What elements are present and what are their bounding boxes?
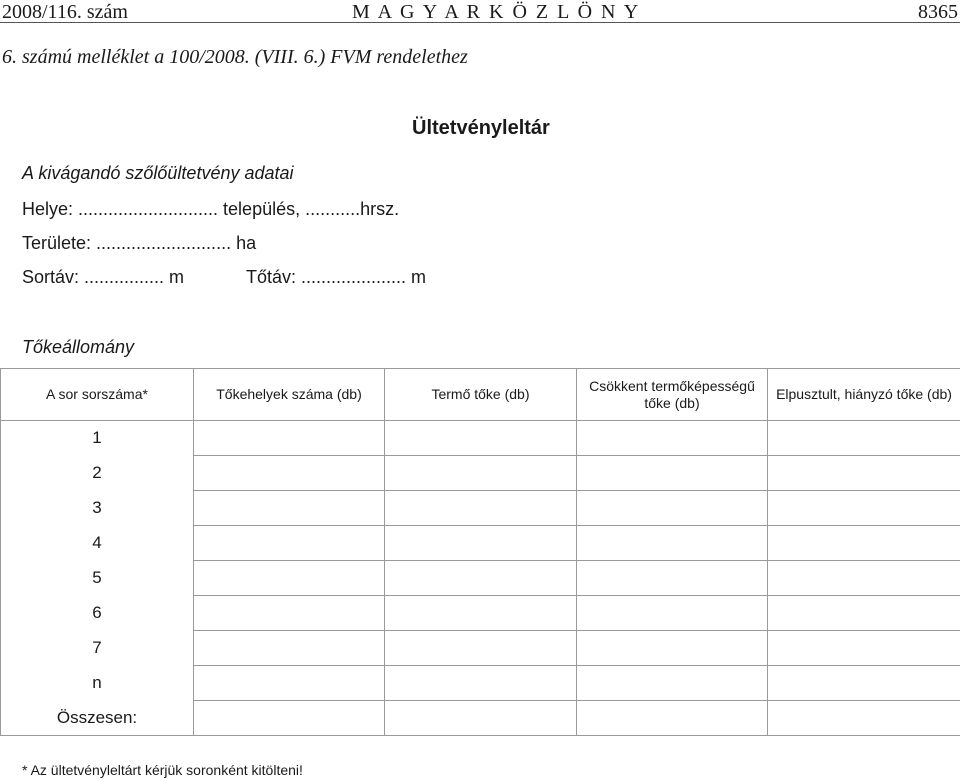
column-header-reduced-productivity: Csökkent termőképességű tőke (db) [577, 369, 768, 421]
empty-entry-cell[interactable] [577, 456, 768, 491]
table-header-row [1, 369, 960, 421]
footnote: * Az ültetvényleltárt kérjük soronként kitölteni! [22, 762, 303, 778]
empty-entry-cell[interactable] [194, 561, 385, 596]
page-number: 8365 [918, 1, 958, 23]
table-row [1, 526, 960, 561]
column-header-vine-positions: Tőkehelyek száma (db) [194, 369, 385, 421]
empty-entry-cell[interactable] [385, 666, 577, 701]
row-number-cell: n [1, 666, 194, 701]
table-row [1, 491, 960, 526]
empty-entry-cell[interactable] [768, 561, 960, 596]
empty-entry-cell[interactable] [385, 421, 577, 456]
row-spacing-field: Sortáv: ................ m [22, 267, 185, 287]
empty-entry-cell[interactable] [194, 456, 385, 491]
table-row [1, 456, 960, 491]
vine-spacing-field: Tőtáv: ..................... m [246, 267, 427, 287]
empty-entry-cell[interactable] [194, 596, 385, 631]
subsection-title: A kivágandó szőlőültetvény adatai [22, 163, 294, 183]
inventory-table [0, 368, 960, 736]
row-number-cell: 5 [1, 561, 194, 596]
empty-entry-cell[interactable] [768, 666, 960, 701]
empty-entry-cell[interactable] [385, 561, 577, 596]
empty-entry-cell[interactable] [385, 631, 577, 666]
empty-entry-cell[interactable] [194, 421, 385, 456]
row-number-cell: 2 [1, 456, 194, 491]
table-row [1, 596, 960, 631]
empty-entry-cell[interactable] [768, 421, 960, 456]
table-row [1, 561, 960, 596]
table-body [1, 421, 960, 736]
column-header-productive-vines: Termő tőke (db) [385, 369, 577, 421]
empty-entry-cell[interactable] [577, 421, 768, 456]
empty-entry-cell[interactable] [577, 666, 768, 701]
row-number-cell: 1 [1, 421, 194, 456]
empty-entry-cell[interactable] [385, 701, 577, 736]
empty-entry-cell[interactable] [385, 526, 577, 561]
row-number-cell: 3 [1, 491, 194, 526]
location-field: Helye: ............................ település, ...........hrsz. [22, 199, 400, 219]
table-row [1, 666, 960, 701]
empty-entry-cell[interactable] [768, 491, 960, 526]
column-header-row-number: A sor sorszáma* [1, 369, 194, 421]
row-number-cell: 4 [1, 526, 194, 561]
empty-entry-cell[interactable] [194, 526, 385, 561]
empty-entry-cell[interactable] [577, 491, 768, 526]
empty-entry-cell[interactable] [577, 701, 768, 736]
row-number-cell: 7 [1, 631, 194, 666]
empty-entry-cell[interactable] [768, 631, 960, 666]
empty-entry-cell[interactable] [768, 701, 960, 736]
area-field: Területe: ........................... ha [22, 233, 257, 253]
empty-entry-cell[interactable] [385, 456, 577, 491]
annex-title: 6. számú melléklet a 100/2008. (VIII. 6.) FVM rendelethez [2, 46, 468, 68]
table-row [1, 421, 960, 456]
table-row [1, 701, 960, 736]
column-header-dead-missing: Elpusztult, hiányzó tőke (db) [768, 369, 960, 421]
empty-entry-cell[interactable] [577, 631, 768, 666]
empty-entry-cell[interactable] [768, 456, 960, 491]
empty-entry-cell[interactable] [577, 596, 768, 631]
empty-entry-cell[interactable] [194, 631, 385, 666]
row-number-cell: 6 [1, 596, 194, 631]
empty-entry-cell[interactable] [768, 526, 960, 561]
empty-entry-cell[interactable] [577, 561, 768, 596]
empty-entry-cell[interactable] [768, 596, 960, 631]
journal-title: M A G Y A R K Ö Z L Ö N Y [352, 1, 641, 23]
empty-entry-cell[interactable] [194, 666, 385, 701]
stock-heading: Tőkeállomány [22, 337, 135, 357]
issue-number: 2008/116. szám [2, 1, 128, 23]
section-title: Ültetvényleltár [412, 117, 550, 139]
empty-entry-cell[interactable] [194, 491, 385, 526]
row-number-cell: Összesen: [1, 701, 194, 736]
table-row [1, 631, 960, 666]
empty-entry-cell[interactable] [385, 596, 577, 631]
running-header [0, 0, 960, 23]
empty-entry-cell[interactable] [194, 701, 385, 736]
empty-entry-cell[interactable] [385, 491, 577, 526]
empty-entry-cell[interactable] [577, 526, 768, 561]
